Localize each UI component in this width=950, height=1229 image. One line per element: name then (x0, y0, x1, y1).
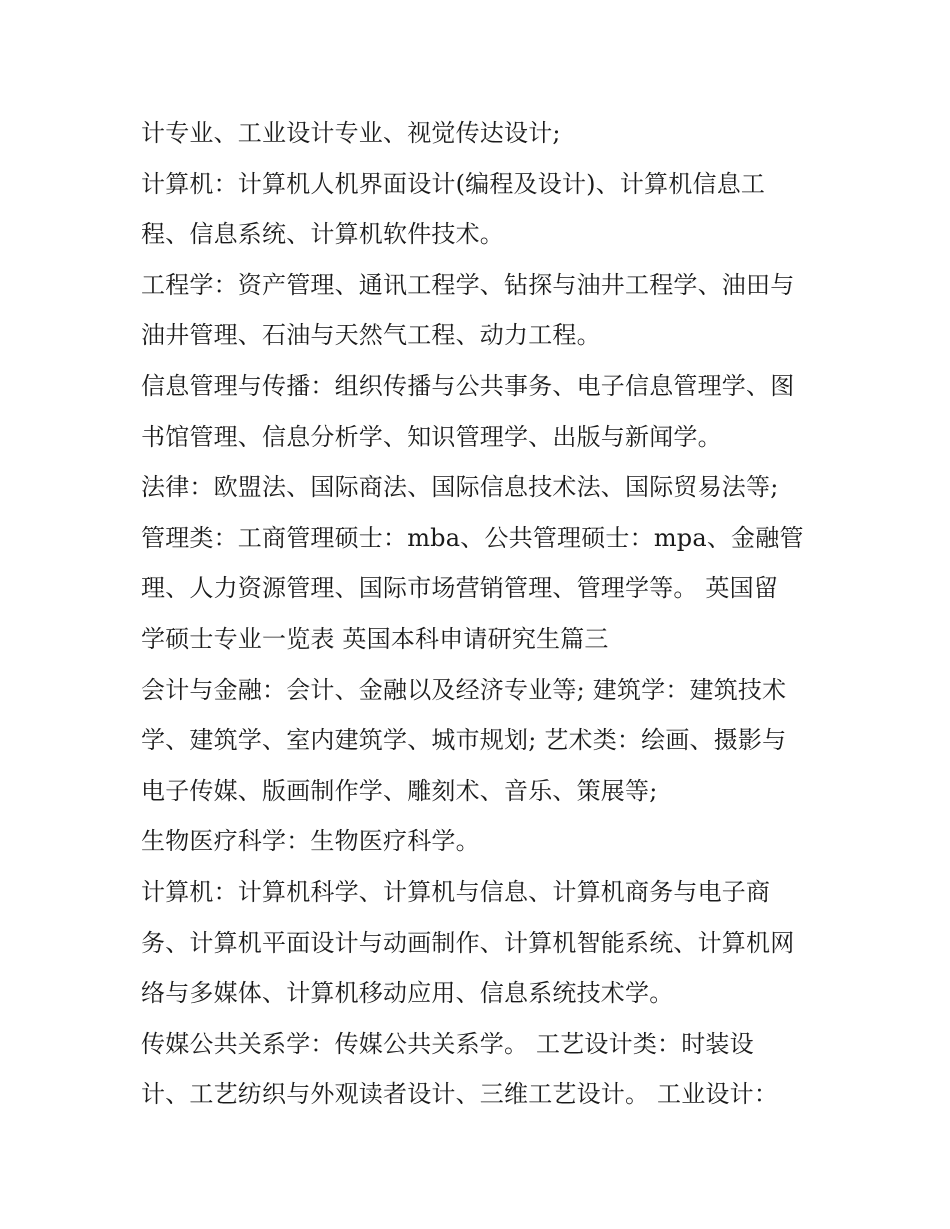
text-line: 务、计算机平面设计与动画制作、计算机智能系统、计算机网 (141, 928, 795, 957)
text-line: 络与多媒体、计算机移动应用、信息系统技术学。 (141, 979, 674, 1008)
text-line: 计专业、工业设计专业、视觉传达设计; (141, 119, 561, 147)
text-line: 生物医疗科学：生物医疗科学。 (141, 827, 480, 856)
text-line: 会计与金融：会计、金融以及经济专业等; 建筑学：建筑技术 (141, 675, 787, 704)
text-line: 学、建筑学、室内建筑学、城市规划; 艺术类：绘画、摄影与 (141, 726, 787, 755)
text-line: 油井管理、石油与天然气工程、动力工程。 (141, 321, 601, 350)
text-line: 信息管理与传播：组织传播与公共事务、电子信息管理学、图 (141, 371, 795, 400)
body-text (141, 108, 821, 1120)
text-line: 法律：欧盟法、国际商法、国际信息技术法、国际贸易法等; (141, 473, 779, 502)
text-line: 书馆管理、信息分析学、知识管理学、出版与新闻学。 (141, 422, 722, 451)
text-line: 传媒公共关系学：传媒公共关系学。 工艺设计类：时装设 (141, 1029, 754, 1058)
text-line: 计算机：计算机人机界面设计(编程及设计)、计算机信息工 (141, 169, 766, 198)
text-line: 管理类：工商管理硕士：mba、公共管理硕士：mpa、金融管 (141, 523, 804, 552)
text-line: 工程学：资产管理、通讯工程学、钻探与油井工程学、油田与 (141, 270, 795, 299)
text-line: 计、工艺纺织与外观读者设计、三维工艺设计。 工业设计： (141, 1080, 779, 1109)
text-line: 电子传媒、版画制作学、雕刻术、音乐、策展等; (141, 776, 658, 805)
text-line: 学硕士专业一览表 英国本科申请研究生篇三 (141, 624, 609, 653)
text-line: 理、人力资源管理、国际市场营销管理、管理学等。 英国留 (141, 574, 779, 603)
text-line: 计算机：计算机科学、计算机与信息、计算机商务与电子商 (141, 877, 771, 906)
text-line: 程、信息系统、计算机软件技术。 (141, 220, 504, 249)
